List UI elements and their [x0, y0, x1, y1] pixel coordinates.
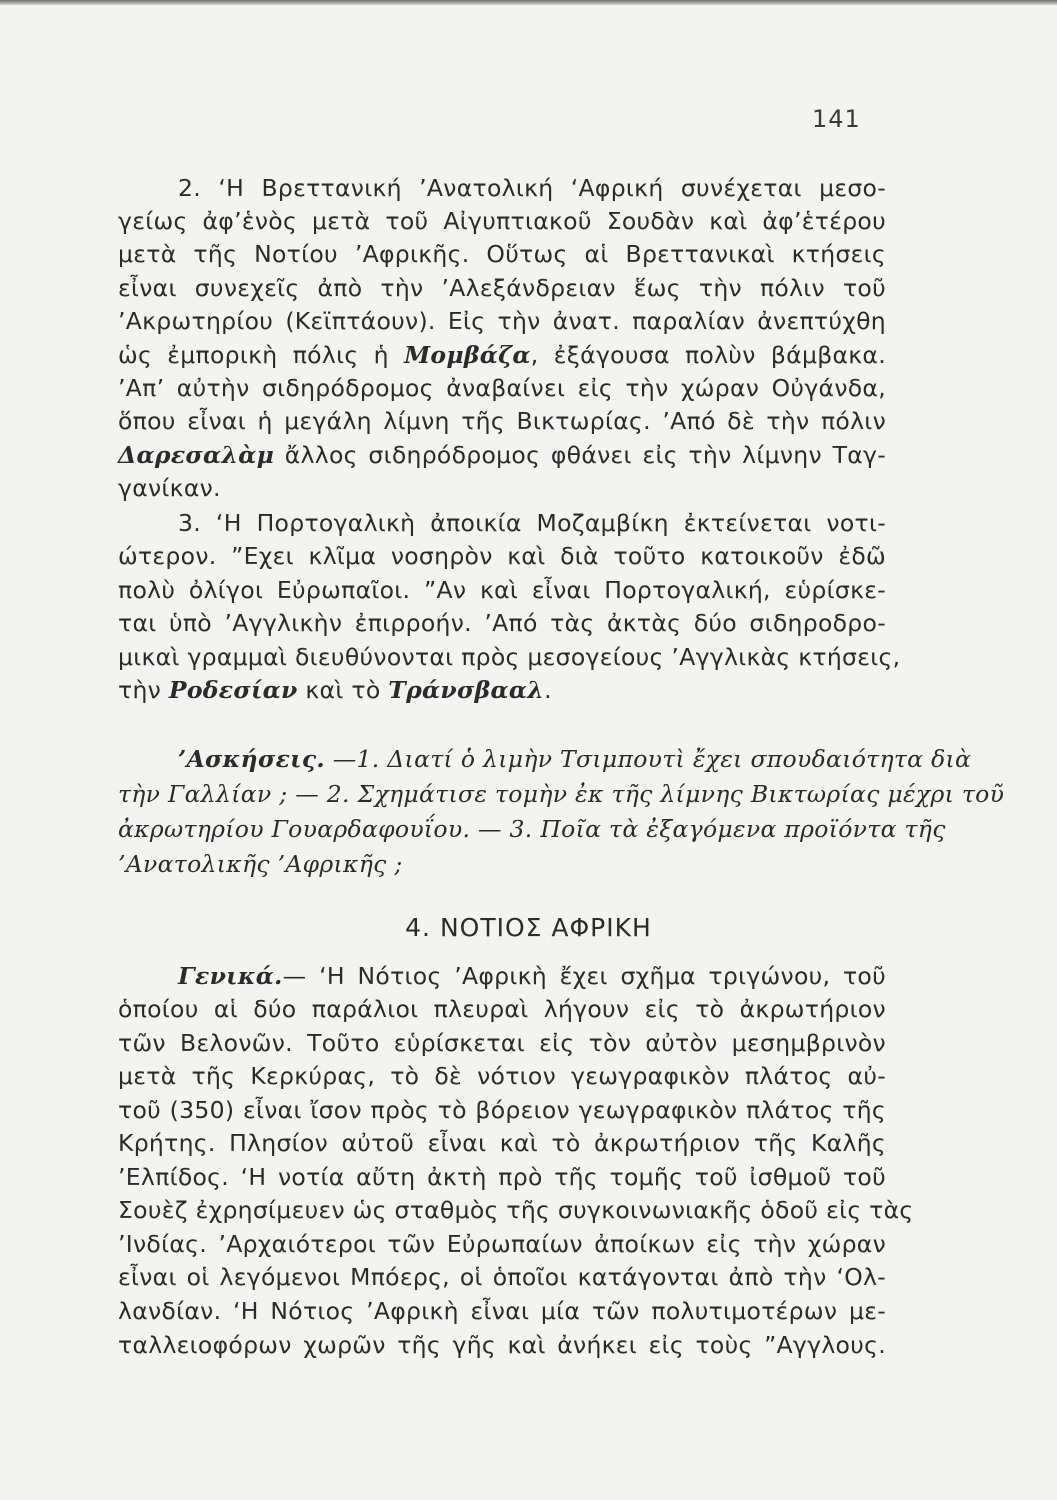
paragraph-line: [118, 674, 886, 707]
text-span: .: [544, 676, 552, 704]
exercises-line: [178, 743, 972, 776]
paragraph-line: 3. ‘Η Πορτογαλικὴ ἀποικία Μοζαμβίκη ἐκτείνεται νοτι-: [178, 509, 886, 537]
place-name-dar-es-salaam: Δαρεσαλὰμ: [118, 441, 275, 469]
text-span: ἄλλος σιδηρόδρομος φθάνει εἰς τὴν λίμνην Ταγ-: [274, 441, 886, 469]
place-name-transvaal: Τράνσβααλ: [388, 676, 545, 704]
paragraph-line: μετὰ τῆς Νοτίου ’Αφρικῆς. Οὕτως αἱ Βρεττανικαὶ κτήσεις: [118, 240, 886, 268]
text-span: ὡς ἐμπορικὴ πόλις ἡ: [118, 341, 405, 369]
text-span: τὴν: [118, 676, 169, 704]
paragraph-line: γανίκαν.: [118, 474, 221, 502]
paragraph-line: ταλλειοφόρων χωρῶν τῆς γῆς καὶ ἀνήκει εἰς τοὺς ”Αγγλους.: [118, 1331, 886, 1359]
paragraph-line: Κρήτης. Πλησίον αὐτοῦ εἶναι καὶ τὸ ἀκρωτήριον τῆς Καλῆς: [118, 1129, 886, 1157]
paragraph-line: 2. ‘Η Βρεττανική ’Ανατολική ‘Αφρική συνέχεται μεσο-: [178, 174, 886, 202]
paragraph-line: ’Ελπίδος. ‘Η νοτία αὔτη ἀκτὴ πρὸ τῆς τομῆς τοῦ ἰσθμοῦ τοῦ: [118, 1163, 886, 1191]
paragraph-line: τῶν Βελονῶν. Τοῦτο εὑρίσκεται εἰς τὸν αὐτὸν μεσημβρινὸν: [118, 1029, 886, 1057]
page-number: 141: [812, 105, 861, 133]
text-span: —1. Διατί ὁ λιμὴν Τσιμπουτὶ ἔχει σπουδαιότητα διὰ: [324, 745, 972, 773]
paragraph-line: μετὰ τῆς Κερκύρας, τὸ δὲ νότιον γεωγραφικὸν πλάτος αὐ-: [118, 1062, 886, 1090]
exercises-label: ’Ασκήσεις.: [178, 745, 325, 773]
paragraph-line: εἶναι συνεχεῖς ἀπὸ τὴν ’Αλεξάνδρειαν ἕως τὴν πόλιν τοῦ: [118, 274, 886, 302]
text-span: — ‘Η Νότιος ’Αφρικὴ ἔχει σχῆμα τριγώνου, τοῦ: [282, 962, 886, 990]
section-heading: 4. ΝΟΤΙΟΣ ΑΦΡΙΚΗ: [405, 913, 652, 942]
paragraph-line: ’Ινδίας. ’Αρχαιότεροι τῶν Εὐρωπαίων ἀποίκων εἰς τὴν χώραν: [118, 1230, 886, 1258]
paragraph-line: πολὺ ὀλίγοι Εὐρωπαῖοι. ”Αν καὶ εἶναι Πορτογαλική, εὑρίσκε-: [118, 576, 886, 604]
exercises-line: τὴν Γαλλίαν ; — 2. Σχημάτισε τομὴν ἐκ τῆς λίμνης Βικτωρίας μέχρι τοῦ: [118, 780, 1005, 808]
paragraph-line: ὁποίου αἱ δύο παράλιοι πλευραὶ λήγουν εἰς τὸ ἀκρωτήριον: [118, 995, 886, 1023]
paragraph-line: Σουὲζ ἐχρησίμευεν ὡς σταθμὸς τῆς συγκοινωνιακῆς ὁδοῦ εἰς τὰς: [118, 1196, 914, 1224]
paragraph-line: [178, 960, 886, 993]
paragraph-line: [118, 339, 886, 372]
paragraph-line: ’Απ’ αὐτὴν σιδηρόδρομος ἀναβαίνει εἰς τὴν χώραν Οὐγάνδα,: [118, 374, 886, 402]
paragraph-line: μικαὶ γραμμαὶ διευθύνονται πρὸς μεσογείους ’Αγγλικὰς κτήσεις,: [118, 643, 901, 671]
paragraph-line: ’Ακρωτηρίου (Κεϊπτάουν). Εἰς τὴν ἀνατ. παραλίαν ἀνεπτύχθη: [118, 307, 886, 335]
general-label: Γενικά.: [178, 962, 283, 990]
page-top-edge: [0, 0, 1057, 5]
text-span: καὶ τὸ: [297, 676, 389, 704]
paragraph-line: ὅπου εἶναι ἡ μεγάλη λίμνη τῆς Βικτωρίας. ’Από δὲ τὴν πόλιν: [118, 407, 886, 435]
paragraph-line: [118, 439, 886, 472]
place-name-mombasa: Μομβάζα: [404, 341, 531, 369]
exercises-line: ἀκρωτηρίου Γουαρδαφουΐου. — 3. Ποῖα τὰ ἐξαγόμενα προϊόντα τῆς: [118, 815, 946, 843]
paragraph-line: ται ὑπὸ ’Αγγλικὴν ἐπιρροήν. ’Από τὰς ἀκτὰς δύο σιδηροδρο-: [118, 609, 886, 637]
text-span: , ἐξάγουσα πολὺν βάμβακα.: [530, 341, 886, 369]
exercises-line: ’Ανατολικῆς ’Αφρικῆς ;: [118, 850, 403, 878]
paragraph-line: ώτερον. ”Εχει κλῖμα νοσηρὸν καὶ διὰ τοῦτο κατοικοῦν ἐδῶ: [118, 542, 886, 570]
paragraph-line: εἶναι οἱ λεγόμενοι Μπόερς, οἱ ὁποῖοι κατάγονται ἀπὸ τὴν ‘Ολ-: [118, 1263, 886, 1291]
paragraph-line: τοῦ (350) εἶναι ἴσον πρὸς τὸ βόρειον γεωγραφικὸν πλάτος τῆς: [118, 1096, 886, 1124]
paragraph-line: γείως ἀφ’ἑνὸς μετὰ τοῦ Αἰγυπτιακοῦ Σουδὰν καὶ ἀφ’ἑτέρου: [118, 207, 886, 235]
paragraph-line: λανδίαν. ‘Η Νότιος ’Αφρικὴ εἶναι μία τῶν πολυτιμοτέρων με-: [118, 1297, 886, 1325]
place-name-rhodesia: Ροδεσίαν: [168, 676, 298, 704]
